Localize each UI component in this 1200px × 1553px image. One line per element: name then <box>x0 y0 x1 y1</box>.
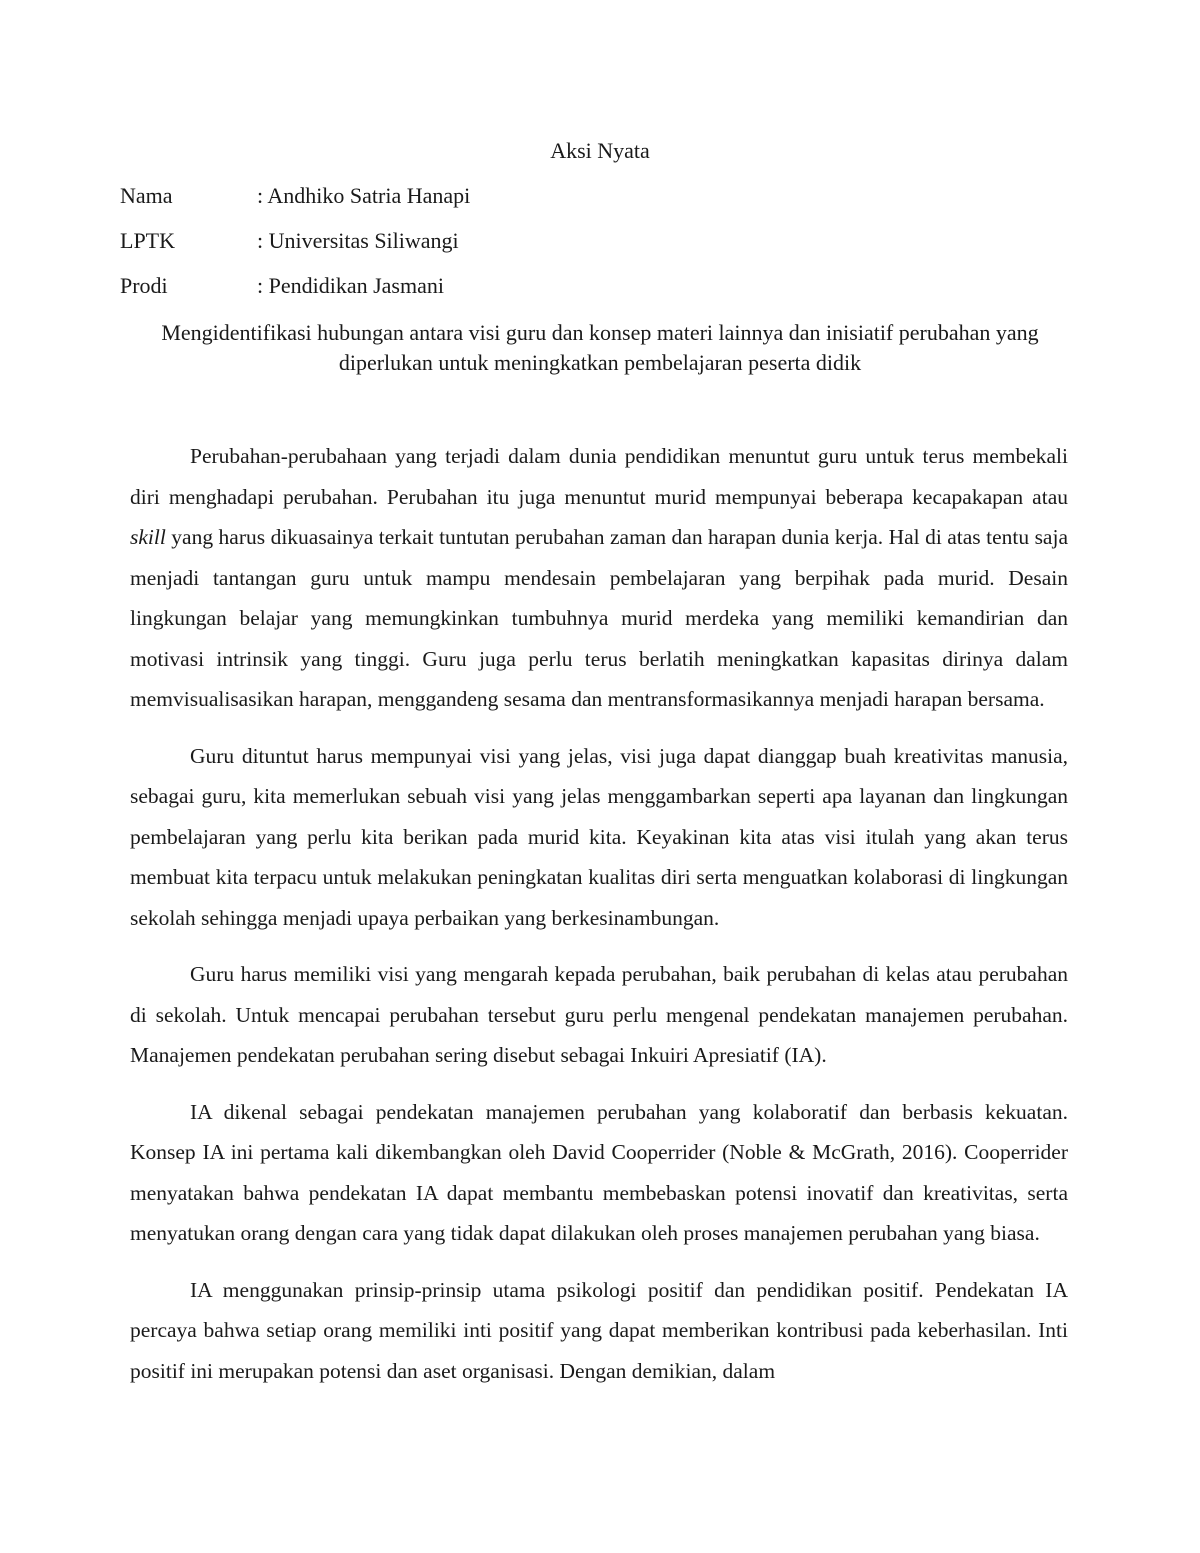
meta-label: Nama <box>120 183 173 208</box>
meta-label: Prodi <box>120 273 168 298</box>
paragraph-2: Guru dituntut harus mempunyai visi yang jelas, visi juga dapat dianggap buah kreativitas manusia, sebagai guru, kita memerlukan sebuah visi yang jelas menggambarkan seperti apa layanan dan lingkungan pembelajaran yang perlu kita berikan pada murid kita. Keyakinan kita atas visi itulah yang akan terus membuat kita terpacu untuk melakukan peningkatan kualitas diri serta menguatkan kolaborasi di lingkungan sekolah sehingga menjadi upaya perbaikan yang berkesinambungan. <box>130 743 1068 930</box>
meta-label: LPTK <box>120 228 175 253</box>
paragraph-1-text-after: yang harus dikuasainya terkait tuntutan perubahan zaman dan harapan dunia kerja. Hal di atas tentu saja menjadi tantangan guru untuk mampu mendesain pembelajaran yang berpihak pada murid. Desain lingkungan belajar yang memungkinkan tumbuhnya murid merdeka yang memiliki kemandirian dan motivasi intrinsik yang tinggi. Guru juga perlu terus berlatih meningkatkan kapasitas dirinya dalam memvisualisasikan harapan, menggandeng sesama dan mentransformasikannya menjadi harapan bersama. <box>130 525 1068 711</box>
document-body <box>130 436 1068 1407</box>
meta-row-lptk <box>120 226 1020 256</box>
document-subtitle: Mengidentifikasi hubungan antara visi guru dan konsep materi lainnya dan inisiatif perubahan yang diperlukan untuk meningkatkan pembelajaran peserta didik <box>161 320 1039 375</box>
meta-row-nama <box>120 181 1020 211</box>
document-title: Aksi Nyata <box>550 138 650 163</box>
paragraph-1-italic-term: skill <box>130 525 166 549</box>
meta-value: : Universitas Siliwangi <box>257 228 459 253</box>
paragraph-1-text-before: Perubahan-perubahaan yang terjadi dalam dunia pendidikan menuntut guru untuk terus membekali diri menghadapi perubahan. Perubahan itu juga menuntut murid mempunyai beberapa kecapakapan atau <box>130 444 1068 509</box>
paragraph-4: IA dikenal sebagai pendekatan manajemen perubahan yang kolaboratif dan berbasis kekuatan. Konsep IA ini pertama kali dikembangkan oleh David Cooperrider (Noble & McGrath, 2016). Cooperrider menyatakan bahwa pendekatan IA dapat membantu membebaskan potensi inovatif dan kreativitas, serta menyatukan orang dengan cara yang tidak dapat dilakukan oleh proses manajemen perubahan yang biasa. <box>130 1099 1068 1245</box>
paragraph-3: Guru harus memiliki visi yang mengarah kepada perubahan, baik perubahan di kelas atau perubahan di sekolah. Untuk mencapai perubahan tersebut guru perlu mengenal pendekatan manajemen perubahan. Manajemen pendekatan perubahan sering disebut sebagai Inkuiri Apresiatif (IA). <box>130 962 1068 1067</box>
paragraph-1 <box>130 436 1068 720</box>
meta-value: : Andhiko Satria Hanapi <box>257 183 471 208</box>
paragraph-5: IA menggunakan prinsip-prinsip utama psikologi positif dan pendidikan positif. Pendekatan IA percaya bahwa setiap orang memiliki inti positif yang dapat memberikan kontribusi pada keberhasilan. Inti positif ini merupakan potensi dan aset organisasi. Dengan demikian, dalam <box>130 1277 1068 1383</box>
meta-row-prodi <box>120 271 1020 301</box>
meta-value: : Pendidikan Jasmani <box>257 273 444 298</box>
